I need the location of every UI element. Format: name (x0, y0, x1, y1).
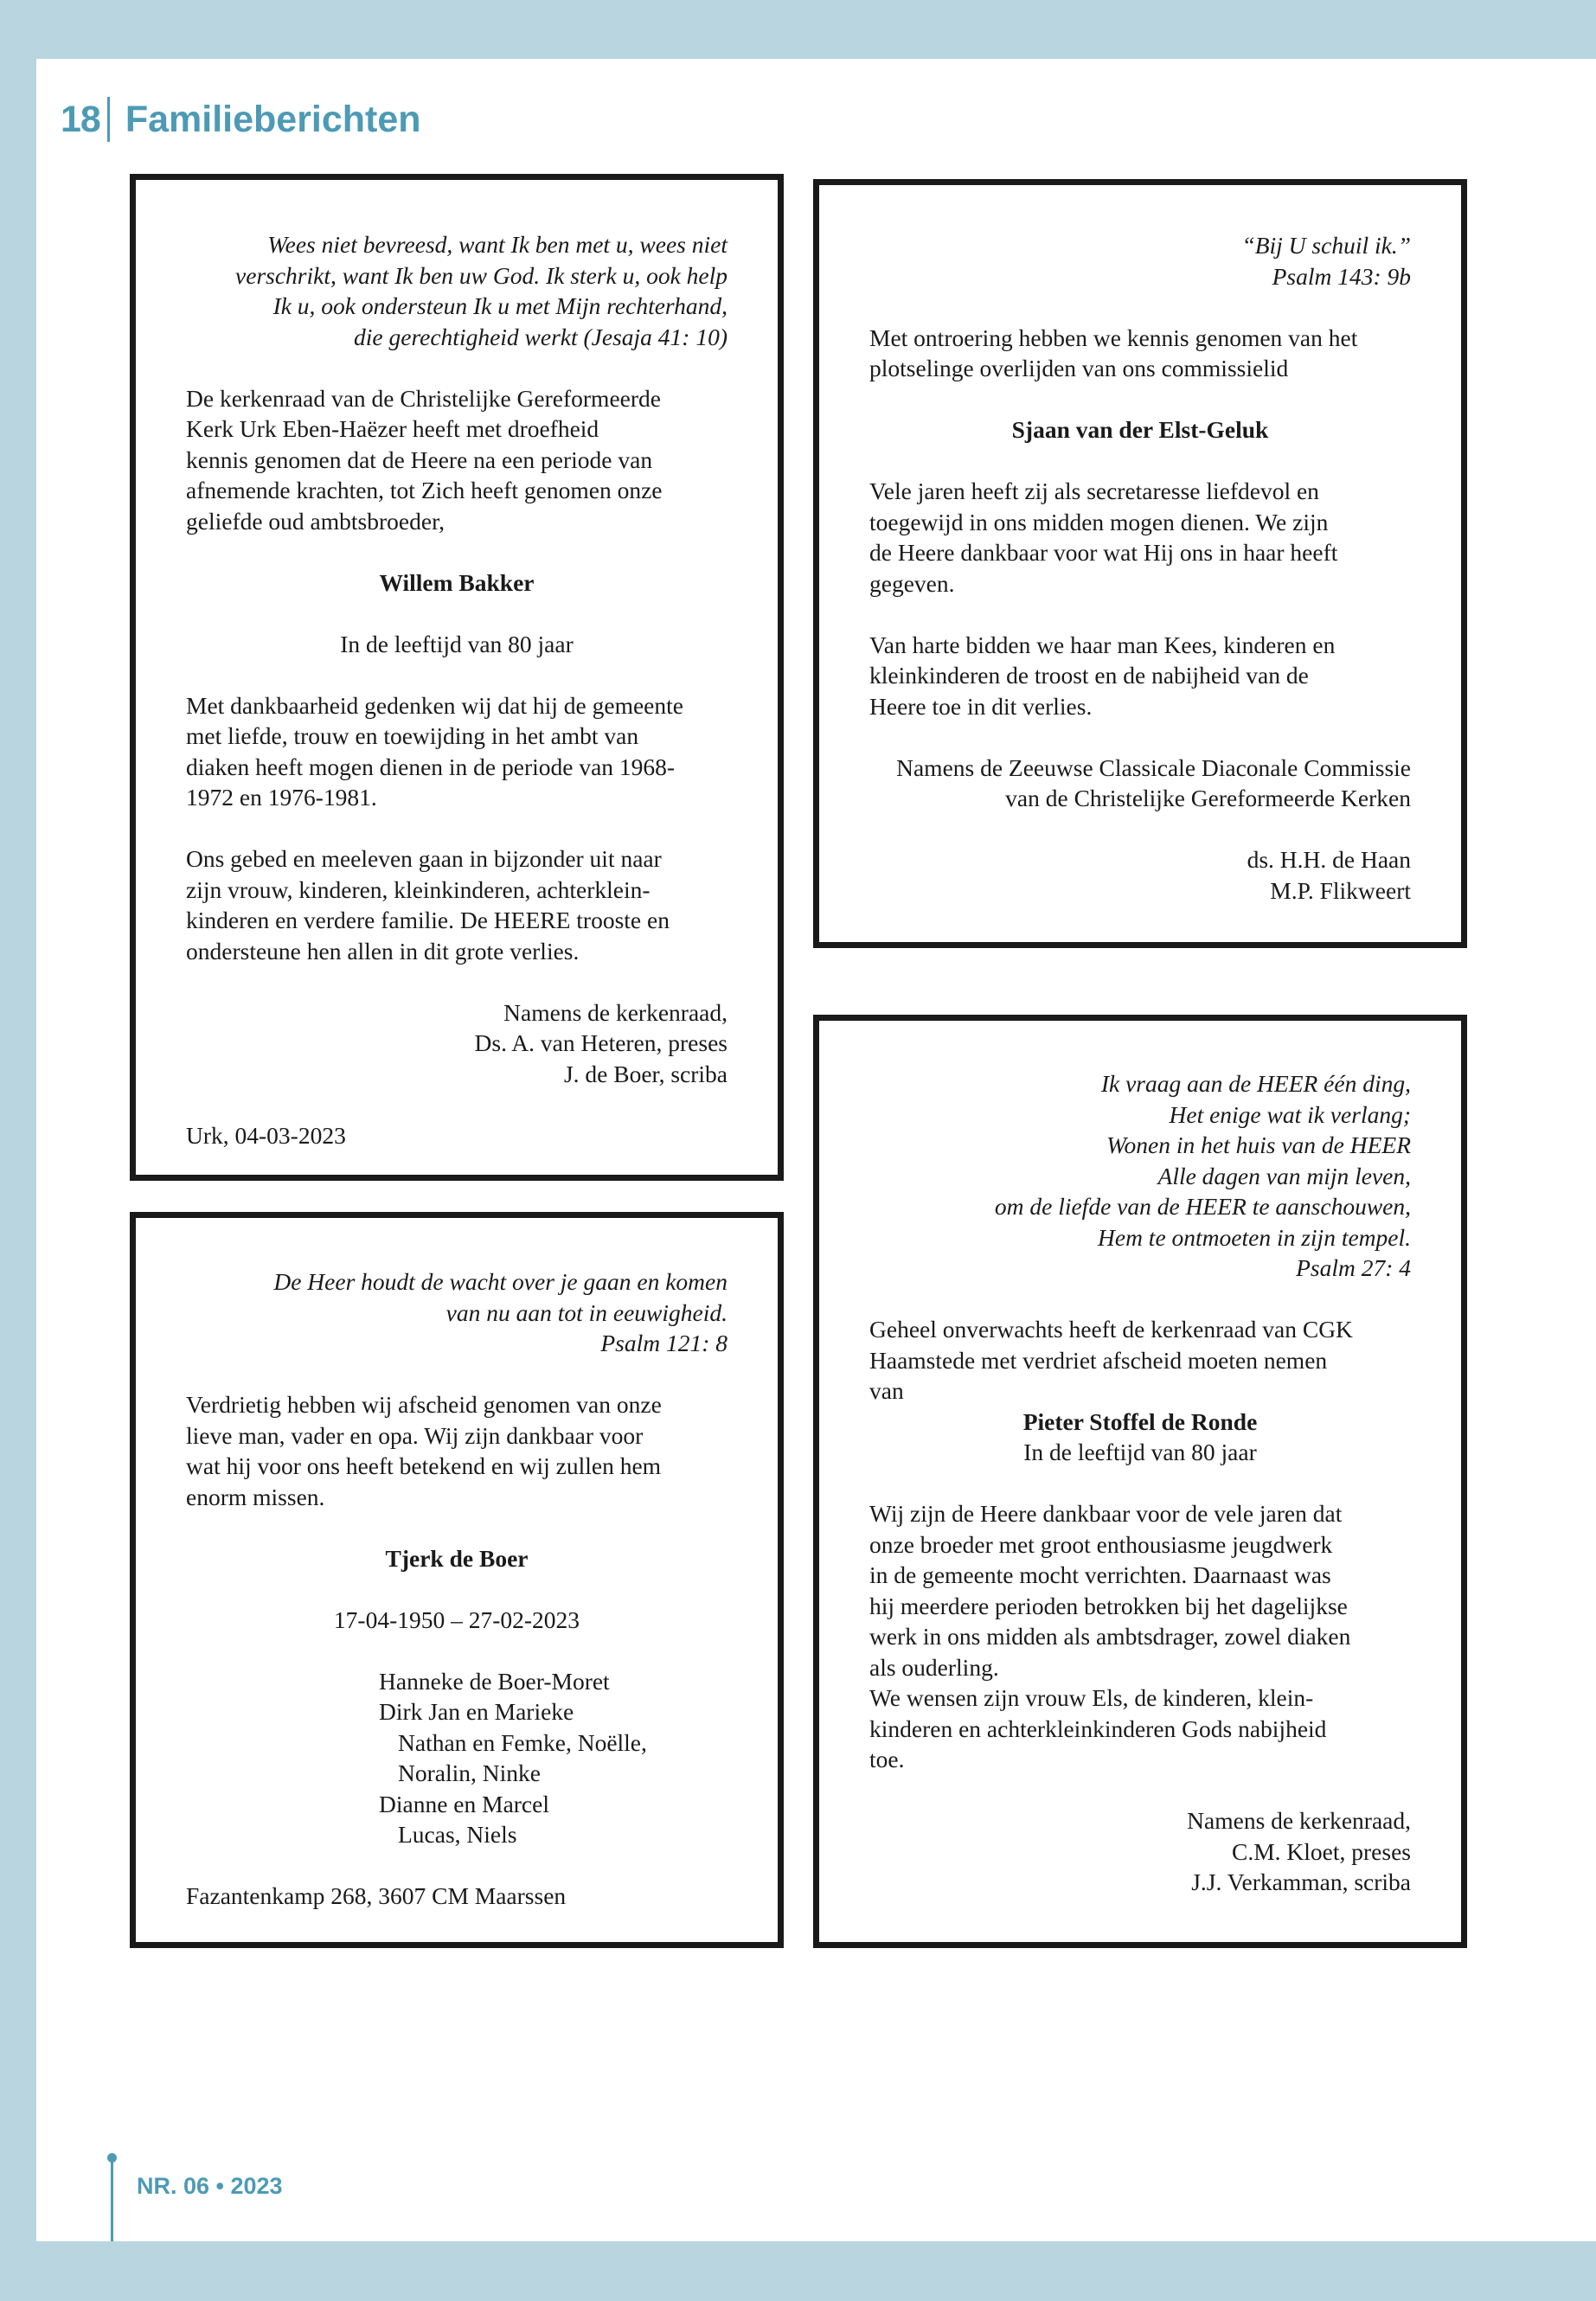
notice-verse (869, 230, 1411, 292)
notice-body (869, 630, 1411, 722)
place-date: Urk, 04-03-2023 (186, 1121, 346, 1149)
text-line: zijn vrouw, kinderen, kleinkinderen, achterklein- (186, 875, 651, 903)
deceased-age: In de leeftijd van 80 jaar (340, 630, 574, 657)
text-line: met liefde, trouw en toewijding in het ambt van (186, 722, 639, 749)
org-line: Namens de Zeeuwse Classicale Diaconale Commissie (896, 753, 1411, 781)
header-divider (107, 97, 110, 142)
verse-line: Wonen in het huis van de HEER (1106, 1131, 1411, 1158)
text-line: de Heere dankbaar voor wat Hij ons in haar heeft (869, 539, 1338, 566)
text-line: Geheel onverwachts heeft de kerkenraad van CGK (869, 1316, 1353, 1343)
signature-line: J.J. Verkamman, scriba (1191, 1868, 1411, 1895)
notice-sjaan-van-der-elst-geluk (813, 179, 1467, 948)
verse-line: “Bij U schuil ik.” (1241, 232, 1411, 259)
text-line: Met ontroering hebben we kennis genomen van het (869, 324, 1358, 351)
text-line: De kerkenraad van de Christelijke Gereformeerde (186, 384, 661, 412)
life-dates: 17-04-1950 – 27-02-2023 (333, 1606, 580, 1633)
text-line: wat hij voor ons heeft betekend en wij zullen hem (186, 1452, 662, 1479)
family-member: Dirk Jan en Marieke (379, 1698, 574, 1725)
text-line: plotselinge overlijden van ons commissielid (869, 355, 1289, 381)
signature-line: Namens de kerkenraad, (503, 998, 727, 1026)
notice-pieter-stoffel-de-ronde (813, 1015, 1467, 1948)
notice-intro (869, 1314, 1411, 1407)
text-line: werk in ons midden als ambtsdrager, zowel diaken (869, 1623, 1351, 1650)
verse-line: verschrikt, want Ik ben uw God. Ik sterk u, ook help (235, 261, 727, 289)
text-line: Met dankbaarheid gedenken wij dat hij de gemeente (186, 691, 683, 719)
notice-verse (186, 1266, 727, 1359)
notice-body (869, 476, 1411, 599)
text-line: Ons gebed en meeleven gaan in bijzonder uit naar (186, 845, 662, 872)
notice-verse (186, 229, 727, 352)
family-member: Hanneke de Boer-Moret (379, 1667, 610, 1695)
deceased-age: In de leeftijd van 80 jaar (1023, 1439, 1257, 1465)
text-line: Heere toe in dit verlies. (869, 692, 1093, 720)
verse-line: om de liefde van de HEER te aanschouwen, (994, 1193, 1411, 1220)
page-header (61, 93, 421, 145)
deceased-name: Sjaan van der Elst-Geluk (1011, 416, 1269, 443)
verse-line: Wees niet bevreesd, want Ik ben met u, wees niet (267, 231, 727, 258)
text-line: enorm missen. (186, 1483, 325, 1510)
text-line: diaken heeft mogen dienen in de periode van 1968- (186, 753, 676, 780)
signature-line: Namens de kerkenraad, (1187, 1807, 1411, 1834)
signature-line: J. de Boer, scriba (563, 1060, 727, 1087)
family-member: Dianne en Marcel (379, 1790, 549, 1817)
text-line: toe. (869, 1746, 905, 1772)
text-line: 1972 en 1976-1981. (186, 784, 377, 811)
verse-line: Ik vraag aan de HEER één ding, (1100, 1070, 1411, 1097)
text-line: Vele jaren heeft zij als secretaresse liefdevol en (869, 478, 1319, 504)
text-line: We wensen zijn vrouw Els, de kinderen, klein- (869, 1684, 1314, 1711)
notice-intro (186, 1389, 727, 1512)
issue-label: NR. 06 • 2023 (137, 2172, 283, 2199)
text-line: lieve man, vader en opa. Wij zijn dankbaar voor (186, 1421, 644, 1449)
signature-line: M.P. Flikweert (1270, 876, 1411, 904)
verse-line: van nu aan tot in eeuwigheid. (445, 1298, 727, 1326)
text-line: Haamstede met verdriet afscheid moeten nemen (869, 1346, 1328, 1374)
text-line: gegeven. (869, 569, 955, 597)
text-line: kleinkinderen de troost en de nabijheid van de (869, 662, 1309, 689)
text-line: onze broeder met groot enthousiasme jeugdwerk (869, 1530, 1333, 1558)
notice-signature (186, 997, 727, 1090)
section-title: Familieberichten (125, 98, 421, 140)
org-line: van de Christelijke Gereformeerde Kerken (1005, 785, 1411, 811)
family-member: Nathan en Femke, Noëlle, (398, 1728, 647, 1756)
family-member: Noralin, Ninke (398, 1759, 541, 1786)
notice-tjerk-de-boer (130, 1212, 784, 1948)
text-line: in de gemeente mocht verrichten. Daarnaast was (869, 1561, 1331, 1588)
text-line: geliefde oud ambtsbroeder, (186, 507, 445, 535)
notice-body (186, 690, 727, 813)
text-line: Wij zijn de Heere dankbaar voor de vele jaren dat (869, 1500, 1343, 1527)
text-line: toegewijd in ons midden mogen dienen. We zijn (869, 508, 1329, 535)
family-member: Lucas, Niels (398, 1821, 517, 1848)
text-line: Van harte bidden we haar man Kees, kinderen en (869, 631, 1336, 658)
verse-line: Psalm 121: 8 (600, 1330, 727, 1356)
notice-intro (186, 383, 727, 537)
notice-verse (869, 1068, 1411, 1284)
notice-willem-bakker (130, 174, 784, 1181)
verse-line: Het enige wat ik verlang; (1169, 1100, 1411, 1128)
notice-organisation (869, 753, 1411, 814)
text-line: kinderen en achterkleinkinderen Gods nabijheid (869, 1715, 1327, 1742)
notice-body (869, 1498, 1411, 1775)
verse-line: Psalm 27: 4 (1296, 1254, 1411, 1281)
family-list (186, 1666, 727, 1850)
text-line: Verdrietig hebben wij afscheid genomen van onze (186, 1391, 662, 1418)
text-line: kennis genomen dat de Heere na een periode van (186, 445, 653, 473)
verse-line: Ik u, ook ondersteun Ik u met Mijn rechterhand, (272, 292, 727, 319)
signature-line: Ds. A. van Heteren, preses (474, 1029, 727, 1056)
text-line: hij meerdere perioden betrokken bij het dagelijkse (869, 1592, 1348, 1619)
verse-line: Alle dagen van mijn leven, (1157, 1162, 1411, 1189)
notice-signature (869, 1805, 1411, 1898)
notice-intro (869, 323, 1411, 384)
notice-body (186, 843, 727, 966)
verse-line: die gerechtigheid werkt (Jesaja 41: 10) (354, 323, 727, 350)
signature-line: ds. H.H. de Haan (1247, 846, 1411, 873)
text-line: Kerk Urk Eben-Haëzer heeft met droefheid (186, 415, 599, 442)
deceased-name: Pieter Stoffel de Ronde (1022, 1407, 1258, 1435)
text-line: afnemende krachten, tot Zich heeft genomen onze (186, 477, 663, 503)
page-number: 18 (61, 98, 100, 140)
verse-line: Hem te ontmoeten in zijn tempel. (1098, 1223, 1411, 1251)
verse-line: Psalm 143: 9b (1272, 262, 1411, 290)
deceased-name: Willem Bakker (379, 568, 535, 596)
signature-line: C.M. Kloet, preses (1232, 1837, 1411, 1865)
verse-line: De Heer houdt de wacht over je gaan en komen (273, 1268, 727, 1295)
deceased-name: Tjerk de Boer (385, 1544, 529, 1572)
notice-signature (869, 844, 1411, 906)
text-line: van (869, 1377, 904, 1404)
correspondence-address: Fazantenkamp 268, 3607 CM Maarssen (186, 1882, 567, 1909)
text-line: kinderen en verdere familie. De HEERE trooste en (186, 907, 670, 933)
text-line: als ouderling. (869, 1653, 999, 1681)
page-footer (112, 2164, 283, 2208)
text-line: ondersteune hen allen in dit grote verlies. (186, 937, 580, 965)
